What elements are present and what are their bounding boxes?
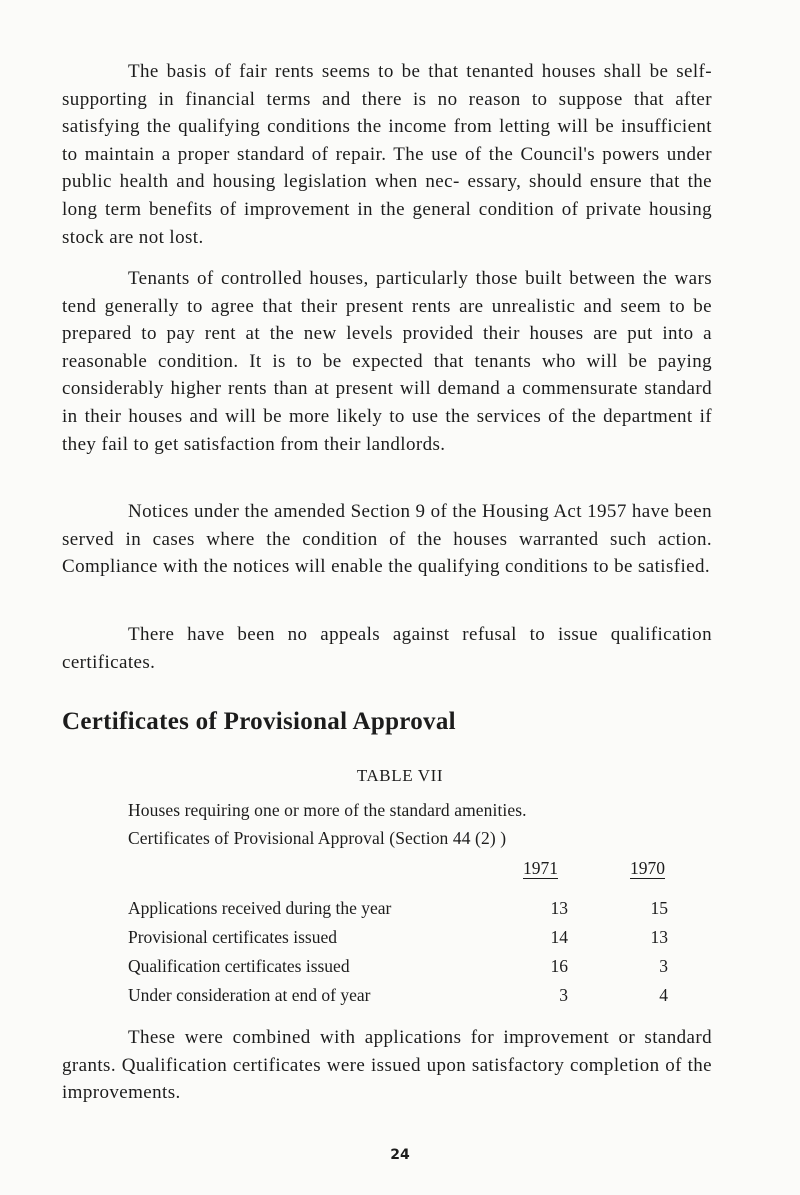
value-1970: 13 (650, 927, 668, 947)
value-1971: 13 (550, 898, 568, 918)
paragraph-text: There have been no appeals against refusal to issue qualification certificates. (62, 624, 712, 673)
table-row (128, 927, 688, 953)
paragraph-text: Notices under the amended Section 9 of the Housing Act 1957 have been served in cases where the condition of the houses warranted such action. Compliance with the notices will enable the qualifying conditions to be satisfied. (62, 501, 712, 578)
column-header-1970: 1970 (630, 858, 665, 878)
value-1970: 3 (659, 956, 668, 976)
row-label: Under consideration at end of year (128, 985, 371, 1005)
paragraph-combined-grants (62, 1024, 712, 1107)
row-label: Applications received during the year (128, 898, 392, 918)
paragraph-text: These were combined with applications for improvement or standard grants. Qualification certificates were issued upon satisfactory completion of the improvements. (62, 1027, 712, 1104)
paragraph-appeals (62, 621, 712, 676)
value-1971: 14 (550, 927, 568, 947)
value-1971: 16 (550, 956, 568, 976)
value-1971: 3 (559, 985, 568, 1005)
value-1970: 15 (650, 898, 668, 918)
value-1970: 4 (659, 985, 668, 1005)
table-caption-line1: Houses requiring one or more of the standard amenities. (128, 800, 527, 820)
paragraph-fair-rents (62, 58, 712, 251)
paragraph-tenants (62, 265, 712, 458)
row-label: Provisional certificates issued (128, 927, 337, 947)
paragraph-text: Tenants of controlled houses, particularly those built between the wars tend generally to agree that their present rents are unrealistic and seem to be prepared to pay rent at the new levels provided their houses are put into a reasonable condition. It is to be expected that tenants who will be paying considerably higher rents than at present will demand a commensurate standard in their houses and will be more likely to use the services of the department if they fail to get satisfaction from their landlords. (62, 268, 712, 455)
column-header-1971: 1971 (523, 858, 558, 878)
page-number: 24 (390, 1147, 410, 1163)
paragraph-text: The basis of fair rents seems to be that tenanted houses shall be self-supporting in financial terms and there is no reason to suppose that after satisfying the qualifying conditions the income from letting will be insufficient to maintain a proper standard of repair. The use of the Council's powers under public health and housing legislation when nec- essary, should ensure that the long term benefits of improvement in the general condition of private housing stock are not lost. (62, 61, 712, 248)
section-heading: Certificates of Provisional Approval (62, 708, 456, 735)
table-caption-line2: Certificates of Provisional Approval (Section 44 (2) ) (128, 828, 507, 848)
table-title: TABLE VII (356, 766, 444, 785)
table-row (128, 898, 688, 924)
table-row (128, 985, 688, 1011)
paragraph-notices (62, 498, 712, 581)
row-label: Qualification certificates issued (128, 956, 350, 976)
table-row (128, 956, 688, 982)
